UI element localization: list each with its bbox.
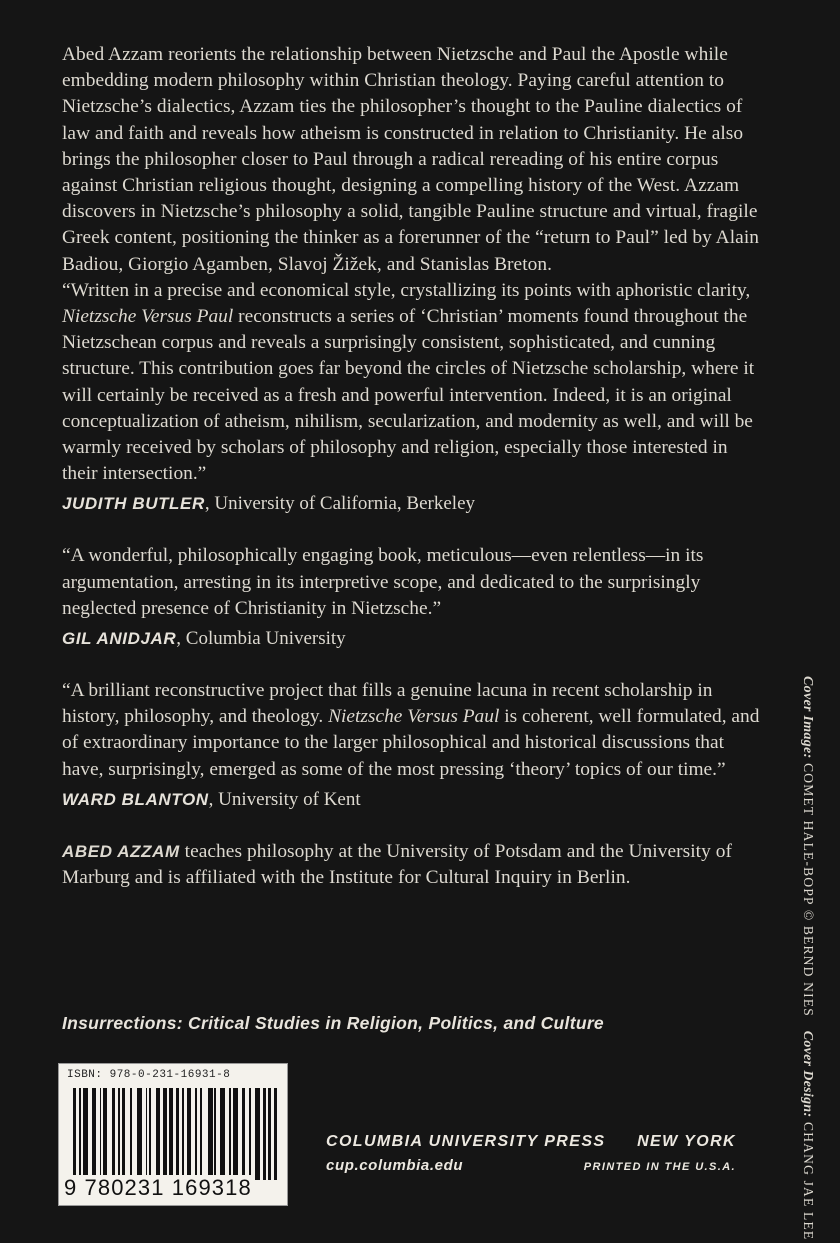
isbn-barcode — [58, 1063, 288, 1206]
blurb-quote: “A brilliant reconstructive project that fills a genuine lacuna in recent scholarship in history, philosophy, and theology. Nietzsche Versus Paul is coherent, well formulated, and of extraordinary importance to the larger philosophical and historical discussions that have, surprisingly, emerged as some of the most pressing ‘theory’ topics of our time.” — [62, 680, 760, 780]
isbn-number: ISBN: 978-0-231-16931-8 — [67, 1069, 231, 1081]
book-description: Abed Azzam reorients the relationship between Nietzsche and Paul the Apostle while embedding modern philosophy within Christian theology. Paying careful attention to Nietzsche’s dialectics, Azzam ties the philosopher’s thought to the Pauline dialectics of law and faith and reveals how atheism is constructed in relation to Christianity. He also brings the philosopher closer to Paul through a radical rereading of his entire corpus against Christian religious thought, designing a compelling history of the West. Azzam discovers in Nietzsche’s philosophy a solid, tangible Pauline structure and virtual, fragile Greek content, positioning the thinker as a forerunner of the “return to Paul” led by Alain Badiou, Giorgio Agamben, Slavoj Žižek, and Stanislas Breton. — [62, 44, 760, 275]
barcode-bars — [73, 1088, 277, 1180]
endorser-affiliation: , University of Kent — [208, 788, 361, 810]
blurb-butler — [62, 278, 762, 518]
endorser-name: WARD BLANTON — [62, 789, 209, 809]
endorser-name: JUDITH BUTLER — [62, 494, 205, 514]
blurb-attribution — [62, 491, 762, 517]
publisher-city: NEW YORK — [637, 1133, 736, 1150]
book-title-italic: Nietzsche Versus Paul — [328, 706, 500, 728]
blurb-quote: “Written in a precise and economical style, crystallizing its points with aphoristic clarity, Nietzsche Versus Paul reconstructs a series of ‘Christian’ moments found throughout the Nietzschean corpus and reveals a surprisingly consistent, sophisticated, and cunning structure. This contribution goes far beyond the circles of Nietzsche scholarship, where it will certainly be received as a fresh and powerful intervention. Indeed, it is an original conceptualization of atheism, nihilism, secularization, and modernity as well, and will be warmly received by scholars of philosophy and religion, especially those interested in their intersection.” — [62, 279, 755, 485]
cover-design-credit: CHANG JAE LEE — [801, 1117, 816, 1241]
author-name: ABED AZZAM — [62, 841, 180, 861]
publisher-url: cup.columbia.edu — [326, 1157, 464, 1174]
blurb-attribution — [62, 626, 762, 652]
endorser-affiliation: , Columbia University — [176, 628, 346, 650]
ean-digits: 9 780231 169318 — [64, 1175, 252, 1200]
cover-image-label: Cover Image: — [800, 676, 815, 759]
cover-credits — [792, 676, 816, 1241]
blurb-anidjar — [62, 543, 762, 652]
publisher-name: COLUMBIA UNIVERSITY PRESS — [326, 1133, 606, 1150]
series-title: Insurrections: Critical Studies in Religion, Politics, and Culture — [62, 1013, 604, 1033]
cover-design-label: Cover Design: — [800, 1030, 815, 1118]
cover-image-credit: COMET HALE-BOPP © BERND NIES — [801, 758, 816, 1017]
book-title-italic: Nietzsche Versus Paul — [62, 306, 234, 328]
publisher-imprint — [326, 1133, 736, 1174]
printed-in: PRINTED IN THE U.S.A. — [583, 1161, 736, 1173]
endorser-name: GIL ANIDJAR — [62, 629, 177, 649]
endorser-affiliation: , University of California, Berkeley — [204, 493, 476, 515]
author-bio: ABED AZZAM teaches philosophy at the University of Potsdam and the University of Marburg and is affiliated with the Institute for Cultural Inquiry in Berlin. — [62, 840, 733, 889]
blurb-quote: “A wonderful, philosophically engaging book, meticulous—even relentless—in its argumentation, arresting in its interpretive scope, and dedicated to the surprisingly neglected presence of Christianity in Nietzsche.” — [62, 545, 704, 619]
cover-text — [62, 42, 762, 891]
blurb-attribution — [62, 787, 762, 813]
blurb-blanton — [62, 678, 762, 813]
